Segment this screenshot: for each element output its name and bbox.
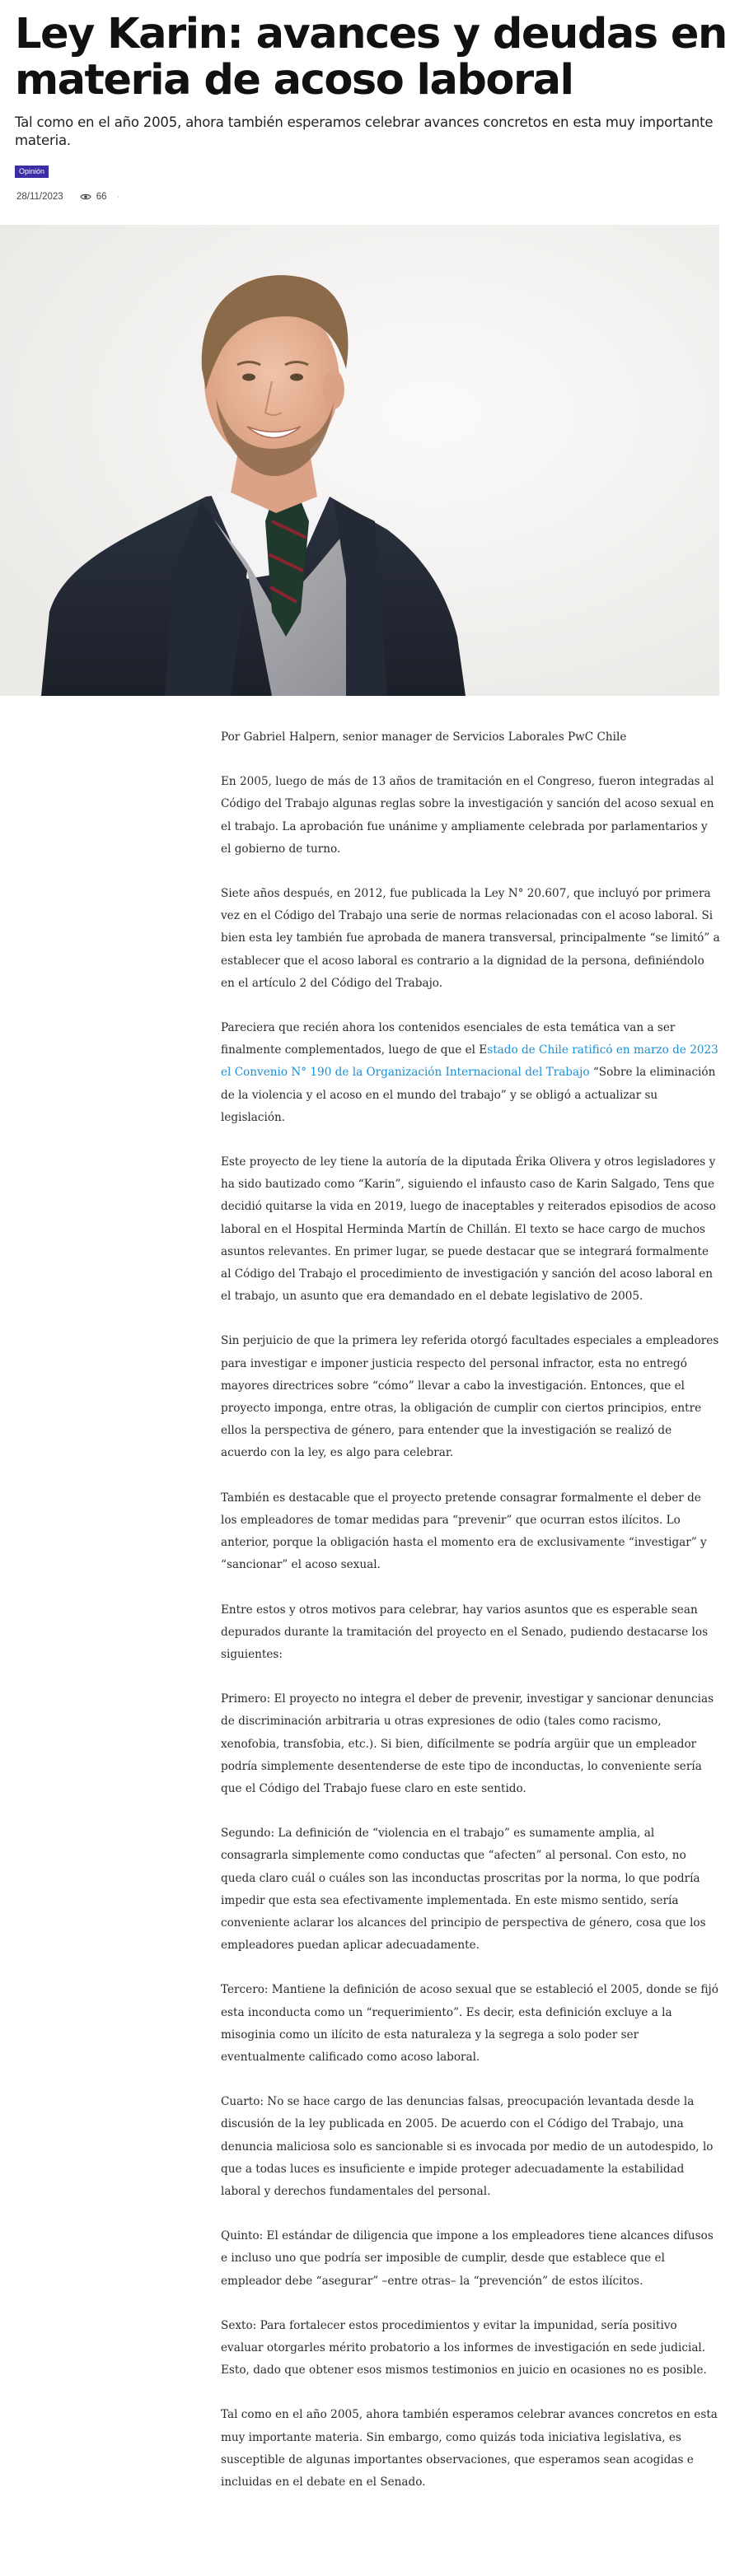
article-paragraph-3 <box>221 1017 720 1129</box>
eye-icon <box>80 193 91 201</box>
article-paragraph-8: Primero: El proyecto no integra el deber de prevenir, investigar y sancionar denuncias de discriminación arbitraria u otras expresiones de odio (tales como racismo, xenofobia, transfobia, etc.). Si bien, difícilmente se podría argüir que un empleador podría simplemente desentenderse de este tipo de inconductas, lo conveniente sería que el Código del Trabajo fuese claro en este sentido. <box>221 1692 714 1795</box>
convenio-190-link[interactable]: stado de Chile ratificó en marzo de 2023 el Convenio N° 190 de la Organización Internacional del Trabajo <box>221 1043 718 1080</box>
author-photo <box>0 225 719 696</box>
article-paragraph-4: Este proyecto de ley tiene la autoría de la diputada Érika Olivera y otros legisladores y ha sido bautizado como “Karin”, siguiendo el infausto caso de Karin Salgado, Tens que decidió quitarse la vida en 2019, luego de inaceptables y reiterados episodios de acoso laboral en el Hospital Herminda Martín de Chillán. El texto se hace cargo de muchos asuntos relevantes. En primer lugar, se puede destacar que se integrará formalmente al Código del Trabajo el procedimiento de investigación y sanción del acoso laboral en el trabajo, un asunto que era demandado en el debate legislativo de 2005. <box>221 1155 716 1304</box>
view-count-value: 66 <box>96 192 107 202</box>
meta-separator: · <box>116 192 120 202</box>
paragraph-3-text-after: “Sobre la eliminación de la violencia y el acoso en el mundo del trabajo” y se obligó a actualizar su legislación. <box>221 1066 716 1124</box>
article-body <box>221 726 720 2516</box>
article-paragraph-14: Tal como en el año 2005, ahora también esperamos celebrar avances concretos en esta muy importante materia. Sin embargo, como quizás toda iniciativa legislativa, es susceptible de algunas importantes observaciones, que esperamos sean acogidas e incluidas en el debate en el Senado. <box>221 2408 718 2489</box>
article-header <box>15 12 732 150</box>
article-meta <box>16 192 119 202</box>
article-paragraph-1: En 2005, luego de más de 13 años de tramitación en el Congreso, fueron integradas al Código del Trabajo algunas reglas sobre la investigación y sanción del acoso sexual en el trabajo. La aprobación fue unánime y ampliamente celebrada por parlamentarios y el gobierno de turno. <box>221 775 714 856</box>
article-paragraph-13: Sexto: Para fortalecer estos procedimientos y evitar la impunidad, sería positivo evaluar otorgarles mérito probatorio a los informes de investigación en sede judicial. Esto, dado que obtener esos mismos testimonios en juicio en ocasiones no es posible. <box>221 2318 707 2378</box>
article-paragraph-9: Segundo: La definición de “violencia en el trabajo” es sumamente amplia, al consagrarla simplemente como conductas que “afecten” al personal. Con esto, no queda claro cuál o cuáles son las inconductas proscritas por la norma, lo que podría impedir que esta sea efectivamente implementada. En este mismo sentido, sería conveniente aclarar los alcances del principio de perspectiva de género, cosa que los empleadores puedan aplicar adecuadamente. <box>221 1827 706 1953</box>
author-portrait-illustration <box>0 225 719 696</box>
author-line: Por Gabriel Halpern, senior manager de Servicios Laborales PwC Chile <box>221 730 627 744</box>
article-paragraph-7: Entre estos y otros motivos para celebrar, hay varios asuntos que es esperable sean depurados durante la tramitación del proyecto en el Senado, pudiendo destacarse los siguientes: <box>221 1603 709 1661</box>
article-paragraph-10: Tercero: Mantiene la definición de acoso sexual que se estableció el 2005, donde se fijó esta inconducta como un “requerimiento”. Es decir, esta definición excluye a la misoginia como un ilícito de esta naturaleza y la segrega a solo poder ser eventualmente calificado como acoso laboral. <box>221 1983 718 2064</box>
article-title: Ley Karin: avances y deudas en materia de acoso laboral <box>15 10 727 105</box>
article-paragraph-6: También es destacable que el proyecto pretende consagrar formalmente el deber de los empleadores de tomar medidas para “prevenir” que ocurran estos ilícitos. Lo anterior, porque la obligación hasta el momento era de exclusivamente “investigar” y “sancionar” el acoso sexual. <box>221 1491 707 1572</box>
article-paragraph-5: Sin perjuicio de que la primera ley referida otorgó facultades especiales a empleadores para investigar e imponer justicia respecto del personal infractor, esta no entregó mayores directrices sobre “cómo” llevar a cabo la investigación. Entonces, que el proyecto imponga, entre otras, la obligación de cumplir con ciertos principios, entre ellos la perspectiva de género, para entender que la investigación se realizó de acuerdo con la ley, es algo para celebrar. <box>221 1334 719 1460</box>
view-count <box>80 192 107 202</box>
category-badge[interactable]: Opinión <box>15 166 49 178</box>
article-subtitle: Tal como en el año 2005, ahora también esperamos celebrar avances concretos en esta muy importante materia. <box>15 114 714 148</box>
article-paragraph-11: Cuarto: No se hace cargo de las denuncias falsas, preocupación levantada desde la discusión de la ley publicada en 2005. De acuerdo con el Código del Trabajo, una denuncia maliciosa solo es sancionable si es invocada por medio de un autodespido, lo que a todas luces es insuficiente e impide proteger adecuadamente la estabilidad laboral y derechos fundamentales del personal. <box>221 2095 714 2198</box>
article-paragraph-2: Siete años después, en 2012, fue publicada la Ley N° 20.607, que incluyó por primera vez en el Código del Trabajo una serie de normas relacionadas con el acoso laboral. Si bien esta ley también fue aprobada de manera transversal, principalmente “se limitó” a establecer que el acoso laboral es contrario a la dignidad de la persona, definiéndolo en el artículo 2 del Código del Trabajo. <box>221 887 720 990</box>
paragraph-3-text-before: Pareciera que recién ahora los contenidos esenciales de esta temática van a ser finalmente complementados, luego de que el E <box>221 1021 676 1057</box>
article-paragraph-12: Quinto: El estándar de diligencia que impone a los empleadores tiene alcances difusos e incluso uno que podría ser imposible de cumplir, desde que establece que el empleador debe “asegurar” –entre otras– la “prevención” de estos ilícitos. <box>221 2229 714 2288</box>
publish-date: 28/11/2023 <box>16 192 63 202</box>
